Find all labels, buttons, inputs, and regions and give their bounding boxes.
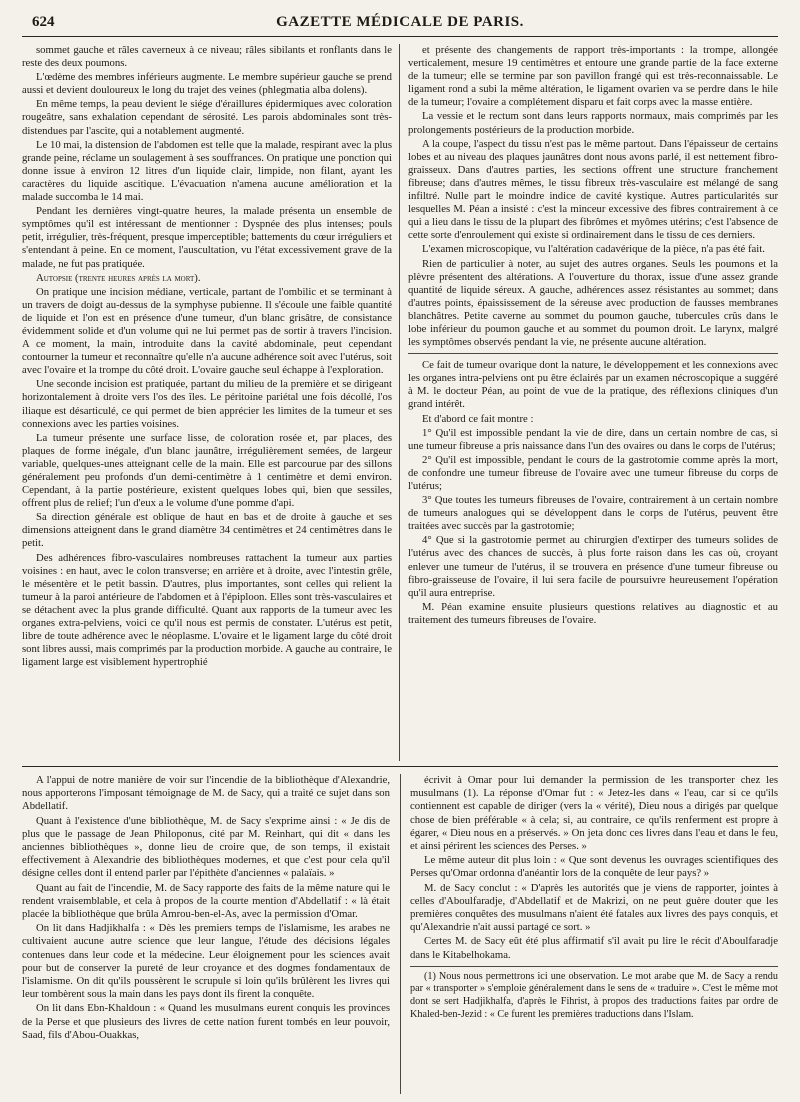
left-column <box>22 44 392 761</box>
paragraph: écrivit à Omar pour lui demander la permission de les transporter chez les musulmans (1). La réponse d'Omar fut : « Jetez-les dans « l'eau, car si ce qu'ils contiennent est capable de diriger (vers la « vérité), Dieu nous a dirigés par quelque chose de bien préférable « à cela; si, au contraire, ce qu'ils renferment est propre à égarer, « Dieu nous en a préservés. » On jeta donc ces livres dans l'eau et dans le feu, et ainsi périrent les sciences des Perses. » <box>410 774 778 853</box>
paragraph: Pendant les dernières vingt-quatre heures, la malade présenta un ensemble de symptômes qu'il est intéressant de mentionner : Dyspnée des plus intenses; pouls petit, irrégulier, très-fréquent, presque imperceptible; battements du cœur irréguliers et s'entendant à peine. En ce moment, l'auscultation, vu l'état excessivement grave de la malade, ne fut pas pratiquée. <box>22 205 392 270</box>
article-columns <box>22 44 778 761</box>
paragraph: La tumeur présente une surface lisse, de coloration rosée et, par places, des plaques de forme inégale, d'un blanc jaunâtre, irrégulièrement semées, de largeur variable, quelques-unes atteignant celle de la main. Elle est parcourue par des sillons généralement peu profonds d'un demi-centimètre à 1 centimètre et demi environ. Cependant, à la partie postérieure, existent quelques lobes qui, bien que sessiles, offrent plus de relief; l'un d'eux a le volume d'une pomme d'api. <box>22 431 392 510</box>
list-item: 1° Qu'il est impossible pendant la vie de dire, dans un certain nombre de cas, si une tumeur fibreuse a pris naissance dans l'un des ovaires ou dans le corps de l'utérus; <box>408 426 778 452</box>
page-number: 624 <box>32 14 55 30</box>
paragraph: A l'appui de notre manière de voir sur l'incendie de la bibliothèque d'Alexandrie, nous apporterons l'imposant témoignage de M. de Sacy, qui a traité ce sujet dans son Abdellatif. <box>22 774 390 813</box>
paragraph: Des adhérences fibro-vasculaires nombreuses rattachent la tumeur aux parties voisines : en haut, avec le colon transverse; en arrière et à droite, avec l'intestin grêle, le mésentère et le petit bassin. D'autres, plus importantes, sont celles qui relient la tumeur à la paroi antérieure de l'abdomen et à l'épiploon. Elles sont très-vasculaires et se détachent avec la plus grande difficulté. Quant aux rapports de la tumeur avec les organes extra-pelviens, voici ce qu'il nous est permis de constater. L'utérus est petit, libre de toute adhérence avec le néoplasme. L'ovaire et le ligament large du côté droit sont libres aussi, mais comprimés par la production morbide. A gauche au contraire, le ligament large est visiblement hypertrophié <box>22 551 392 669</box>
paragraph: Une seconde incision est pratiquée, partant du milieu de la première et se dirigeant horizontalement à droite vers l'os des îles. Le péritoine pariétal une fois décollé, l'os iliaque est désarticulé, ce qui permet de bien apprécier les limites de la tumeur et ses connexions avec les parties voisines. <box>22 378 392 430</box>
paragraph: L'œdème des membres inférieurs augmente. Le membre supérieur gauche se prend aussi et devient douloureux le long du trajet des veines (phlegmatia alba dolens). <box>22 71 392 97</box>
paragraph: Sa direction générale est oblique de haut en bas et de droite à gauche et ses dimensions atteignent dans le grand diamètre 34 centimètres et 24 centimètres dans le petit. <box>22 511 392 550</box>
paragraph: Et d'abord ce fait montre : <box>422 412 534 425</box>
journal-title: GAZETTE MÉDICALE DE PARIS. <box>276 14 524 30</box>
paragraph: L'examen microscopique, vu l'altération cadavérique de la pièce, n'a pas été fait. <box>422 243 765 256</box>
list-item: 4° Que si la gastrotomie permet au chirurgien d'extirper des tumeurs solides de l'utérus avec des chances de succès, à plus forte raison dans les cas où, croyant enlever une tumeur de l'utérus, il se trouvera en présence d'une tumeur fibreuse ou fibro-graisseuse de l'ovaire, il lui sera facile de poursuivre heureusement l'opération qu'il aura entreprise. <box>408 534 778 599</box>
column-divider <box>400 774 401 1094</box>
paragraph: En même temps, la peau devient le siége d'éraillures épidermiques avec coloration rougeâtre, sans exhalation cependant de sérosité. Les parois abdominales sont très-distendues par l'ascite, qui a notablement augmenté. <box>22 98 392 137</box>
paragraph: M. de Sacy conclut : « D'après les autorités que je viens de rapporter, jointes à celles d'Aboulfaradje, d'Abdellatif et de Makrizi, on ne peut guère douter que les premières conquêtes des musulmans n'aient été fatales aux livres des pays conquis, et qu'Alexandrie n'ait aussi partagé ce sort. » <box>410 881 778 934</box>
autopsy-heading: Autopsie (trente heures après la mort). <box>36 271 201 284</box>
paragraph: sommet gauche et râles caverneux à ce niveau; râles sibilants et ronflants dans le reste des deux poumons. <box>22 44 392 70</box>
bottom-left-column <box>22 774 390 1096</box>
column-divider <box>399 44 400 761</box>
paragraph: Le même auteur dit plus loin : « Que sont devenus les ouvrages scientifiques des Perses qu'Omar ordonna d'anéantir lors de la conquête de leur pays? » <box>410 854 778 880</box>
paragraph: et présente des changements de rapport très-importants : la trompe, allongée verticalement, mesure 19 centimètres et entoure une grande partie de la face externe de la tumeur; elle se termine par son pavillon frangé qui est très-reconnaissable. Le ligament rond a subi la même altération, le ligament ovarien va se perdre dans le hile de la tumeur; l'ovaire a complétement disparu et fait corps avec la masse entière. <box>408 44 778 109</box>
paragraph: La vessie et le rectum sont dans leurs rapports normaux, mais comprimés par les prolongements postérieurs de la production morbide. <box>408 110 778 136</box>
paragraph: Quant à l'existence d'une bibliothèque, M. de Sacy s'exprime ainsi : « Je dis de plus que le passage de Jean Philoponus, cité par M. Reinhart, qui dit « dans les anciennes bibliothèques », donne lieu de croire que, de son temps, il existait effectivement à Alexandrie des bibliothèques modernes, et que c'est pour cela qu'il désigne celles dont il entend parler par l'épithète d'anciennes « palaïais. » <box>22 814 390 880</box>
footnote: (1) Nous nous permettrons ici une observation. Le mot arabe que M. de Sacy a rendu par « transporter » s'emploie généralement dans le sens de « traduire ». C'est le même mot dont se sert Hadjikhalfa, d'après le Fihrist, à propos des traductions faites par ordre de Khaled-ben-Jezid : « Ce furent les premières traductions dans l'Islam. <box>410 970 778 1020</box>
paragraph: On lit dans Ebn-Khaldoun : « Quand les musulmans eurent conquis les provinces de la Perse et que plusieurs des livres de cette nation furent tombés en leur pouvoir, Saad, fils d'Abou-Ouakkas, <box>22 1002 390 1041</box>
paragraph: On pratique une incision médiane, verticale, partant de l'ombilic et se terminant à un travers de doigt au-dessus de la symphyse pubienne. Il s'écoule une faible quantité de liquide et l'on est en présence d'une tumeur, d'un blanc grisâtre, de consistance évidemment solide et d'un volume qui ne lui permet pas de sortir à travers l'incision. A ce moment, la main, introduite dans la cavité abdominale, peut cependant contourner la tumeur et reconnaître qu'elle n'a aucune adhérence soit avec l'utérus, soit avec l'ovaire et la trompe du côté droit. L'ovaire gauche seul échappe à l'exploration. <box>22 285 392 377</box>
paragraph: M. Péan examine ensuite plusieurs questions relatives au diagnostic et au traitement des tumeurs fibreuses de l'ovaire. <box>408 600 778 626</box>
paragraph: On lit dans Hadjikhalfa : « Dès les premiers temps de l'islamisme, les arabes ne cultivaient aucune autre science que leur langue, l'étude des décisions légales contenues dans leur code et la médecine. Leur éloignement pour les sciences avait pour but de conserver la pureté de leur croyance et des dogmes fondamentaux de l'islamisme. On dit qu'ils poussèrent le scrupule si loin qu'ils brûlèrent les livres qui leur tombèrent sous la main dans les pays dont ils firent la conquête. <box>22 922 390 1001</box>
page-header <box>22 8 778 37</box>
paragraph: Le 10 mai, la distension de l'abdomen est telle que la malade, respirant avec la plus grande peine, réclame un soulagement à ses souffrances. On pratique une ponction qui donne issue à environ 12 litres d'un liquide clair, limpide, non filant, ayant les caractères du liquide ascitique. L'évacuation n'amena aucune amélioration et la malade succomba le 14 mai. <box>22 138 392 204</box>
paragraph: A la coupe, l'aspect du tissu n'est pas le même partout. Dans l'épaisseur de certains lobes et au niveau des plaques jaunâtres dont nous avons parlé, il est nettement fibro-graisseux. Dans d'autres parties, les sections offrent une structure franchement fibreuse; dans d'autres mêmes, le tissu fibreux très-vasculaire est mélangé de sang infiltré. Nulle part le moindre indice de cavité kystique. Autres particularités sur lesquelles M. Péan a insisté : c'est la minceur excessive des fibres contrairement à ce qui a lieu dans le tissu de la plupart des fibrômes et myômes utérins; c'est l'absence de cette sorte d'enroulement qui existe si ordinairement dans le tissu de ces derniers. <box>408 137 778 242</box>
list-item: 2° Qu'il est impossible, pendant le cours de la gastrotomie comme après la mort, de confondre une tumeur fibreuse de l'ovaire avec une tumeur fibreuse du corps de l'utérus; <box>408 453 778 492</box>
footnote-divider <box>410 966 778 967</box>
section-divider <box>22 766 778 767</box>
list-item: 3° Que toutes les tumeurs fibreuses de l'ovaire, contrairement à un certain nombre de tumeurs analogues qui se développent dans le corps de l'utérus, peuvent être traitées avec succès par la gastrotomie; <box>408 494 778 533</box>
paragraph: Certes M. de Sacy eût été plus affirmatif s'il avait pu lire le récit d'Aboulfaradje dans le Kitabelhokama. <box>410 935 778 961</box>
paragraph: Rien de particulier à noter, au sujet des autres organes. Seuls les poumons et la plèvre présentent des altérations. A l'ouverture du thorax, issue d'une assez grande quantité de liquide séreux. A gauche, adhérences assez résistantes au sommet; dans d'autres points, épaississement de la séreuse avec production de fausses membranes blanchâtres. Petite caverne au sommet du poumon gauche, tubercules crûs dans le lobe inférieur du poumon gauche et au sommet du poumon droit. Le larynx, malgré les symptômes observés pendant la vie, ne présente aucune altération. <box>408 257 778 349</box>
bottom-right-column <box>410 774 778 1096</box>
right-column <box>408 44 778 761</box>
paragraph: Quant au fait de l'incendie, M. de Sacy rapporte des faits de la même nature qui le rendent vraisemblable, et cela à propos de la courte mention d'Abdellatif : « là était placée la bibliothèque que brûla Amrou-ben-el-As, avec la permission d'Omar. <box>22 881 390 921</box>
paragraph: Ce fait de tumeur ovarique dont la nature, le développement et les connexions avec les organes intra-pelviens ont pu être éclairés par un examen nécroscopique a suggéré à M. le docteur Péan, au point de vue de la pratique, des réflexions cliniques d'un grand intérêt. <box>408 353 778 411</box>
